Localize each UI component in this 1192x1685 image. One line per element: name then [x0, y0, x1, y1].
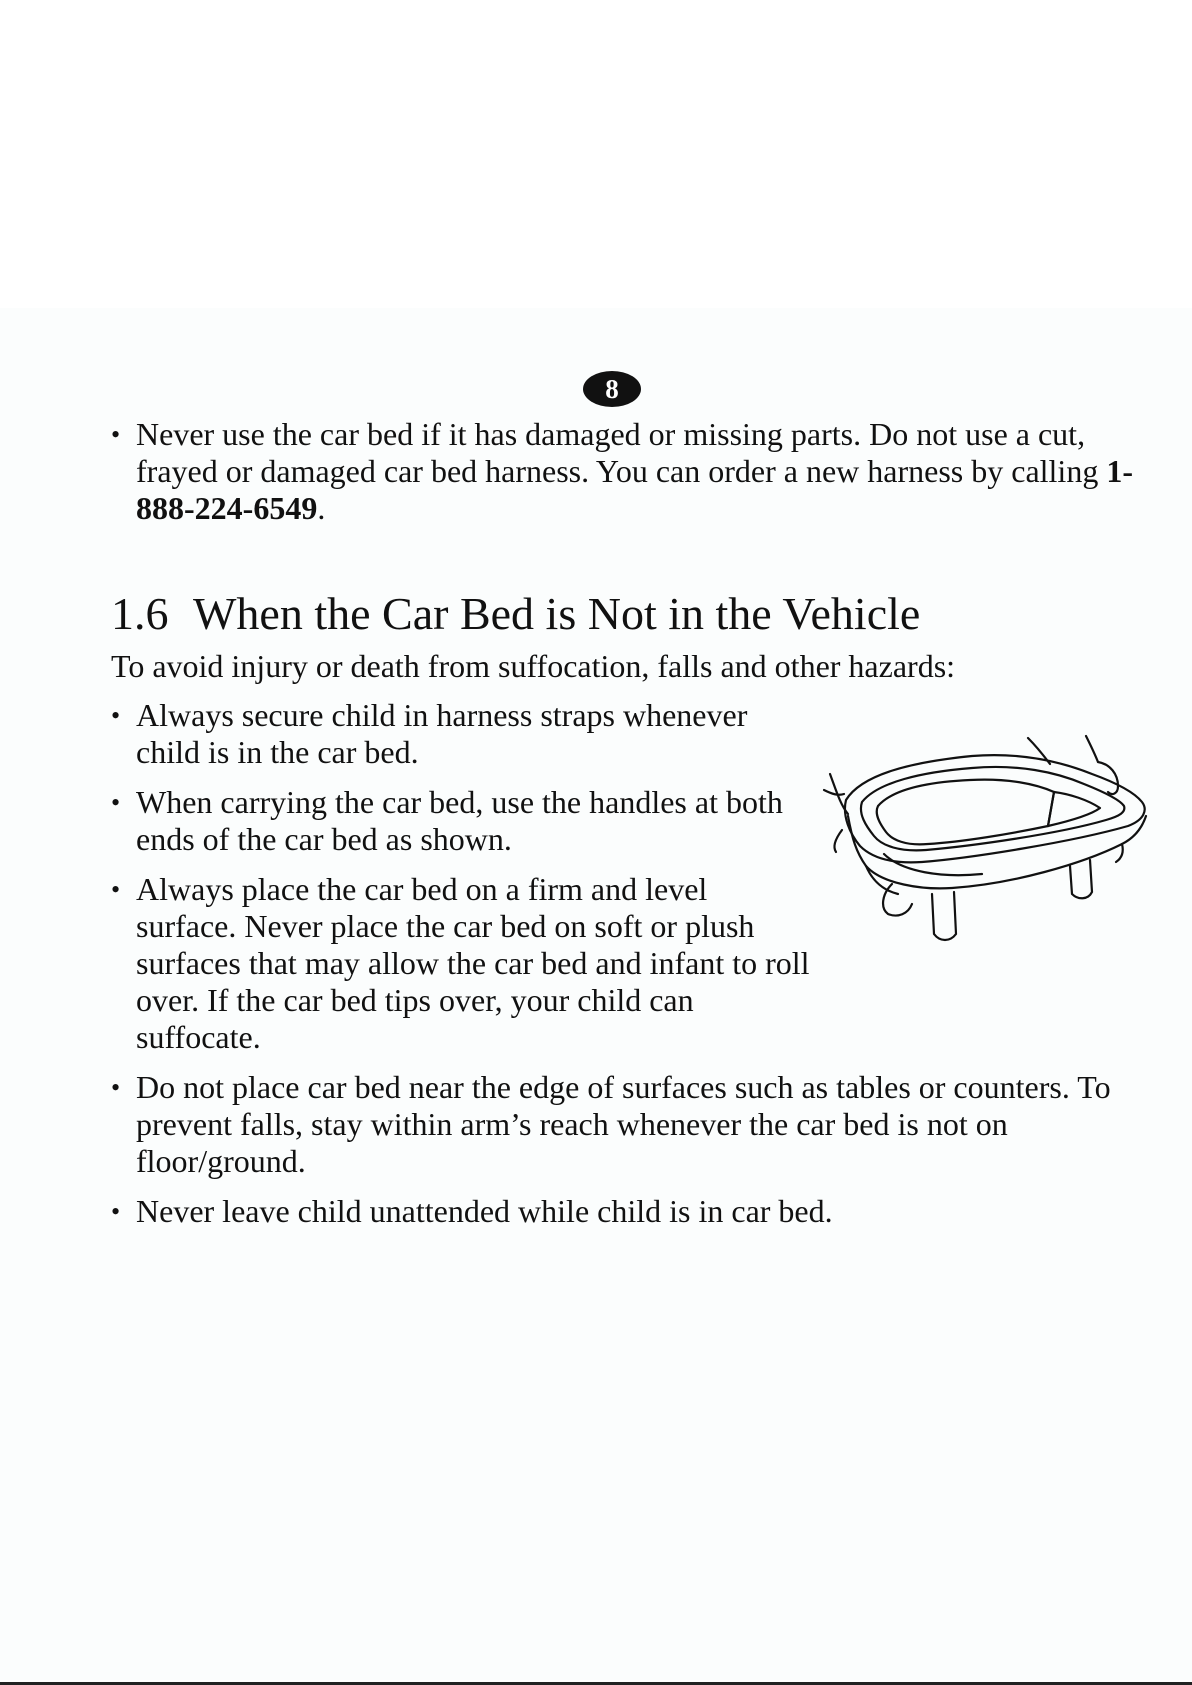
phone-number: 1-888-224-6549 [136, 453, 1133, 526]
car-bed-illustration [822, 734, 1152, 956]
list-item: • Always secure child in harness straps whenever child is in the car bed. [111, 697, 811, 771]
list-item: • When carrying the car bed, use the handles at both ends of the car bed as shown. [111, 784, 791, 858]
page-number-badge: 8 [583, 371, 641, 407]
list-item: • Never leave child unattended while child is in car bed. [111, 1193, 1151, 1230]
bullet-text-end: . [317, 490, 326, 526]
list-item: • Do not place car bed near the edge of surfaces such as tables or counters. To prevent falls, stay within arm’s reach whenever the car bed is not on floor/ground. [111, 1069, 1151, 1180]
section-intro: To avoid injury or death from suffocation, falls and other hazards: [111, 648, 956, 684]
section-heading [111, 588, 920, 640]
bullet-text: Never use the car bed if it has damaged or missing parts. Do not use a cut, frayed or damaged car bed harness. You can order a new harness by calling [136, 416, 1107, 489]
list-item [111, 416, 1151, 527]
list-item: • Always place the car bed on a firm and level surface. Never place the car bed on soft or plush surfaces that may allow the car bed and infant to roll over. If the car bed tips over, your child can suffocate. [111, 871, 811, 1056]
section-title: When the Car Bed is Not in the Vehicle [193, 588, 921, 639]
section-number: 1.6 [111, 588, 169, 639]
